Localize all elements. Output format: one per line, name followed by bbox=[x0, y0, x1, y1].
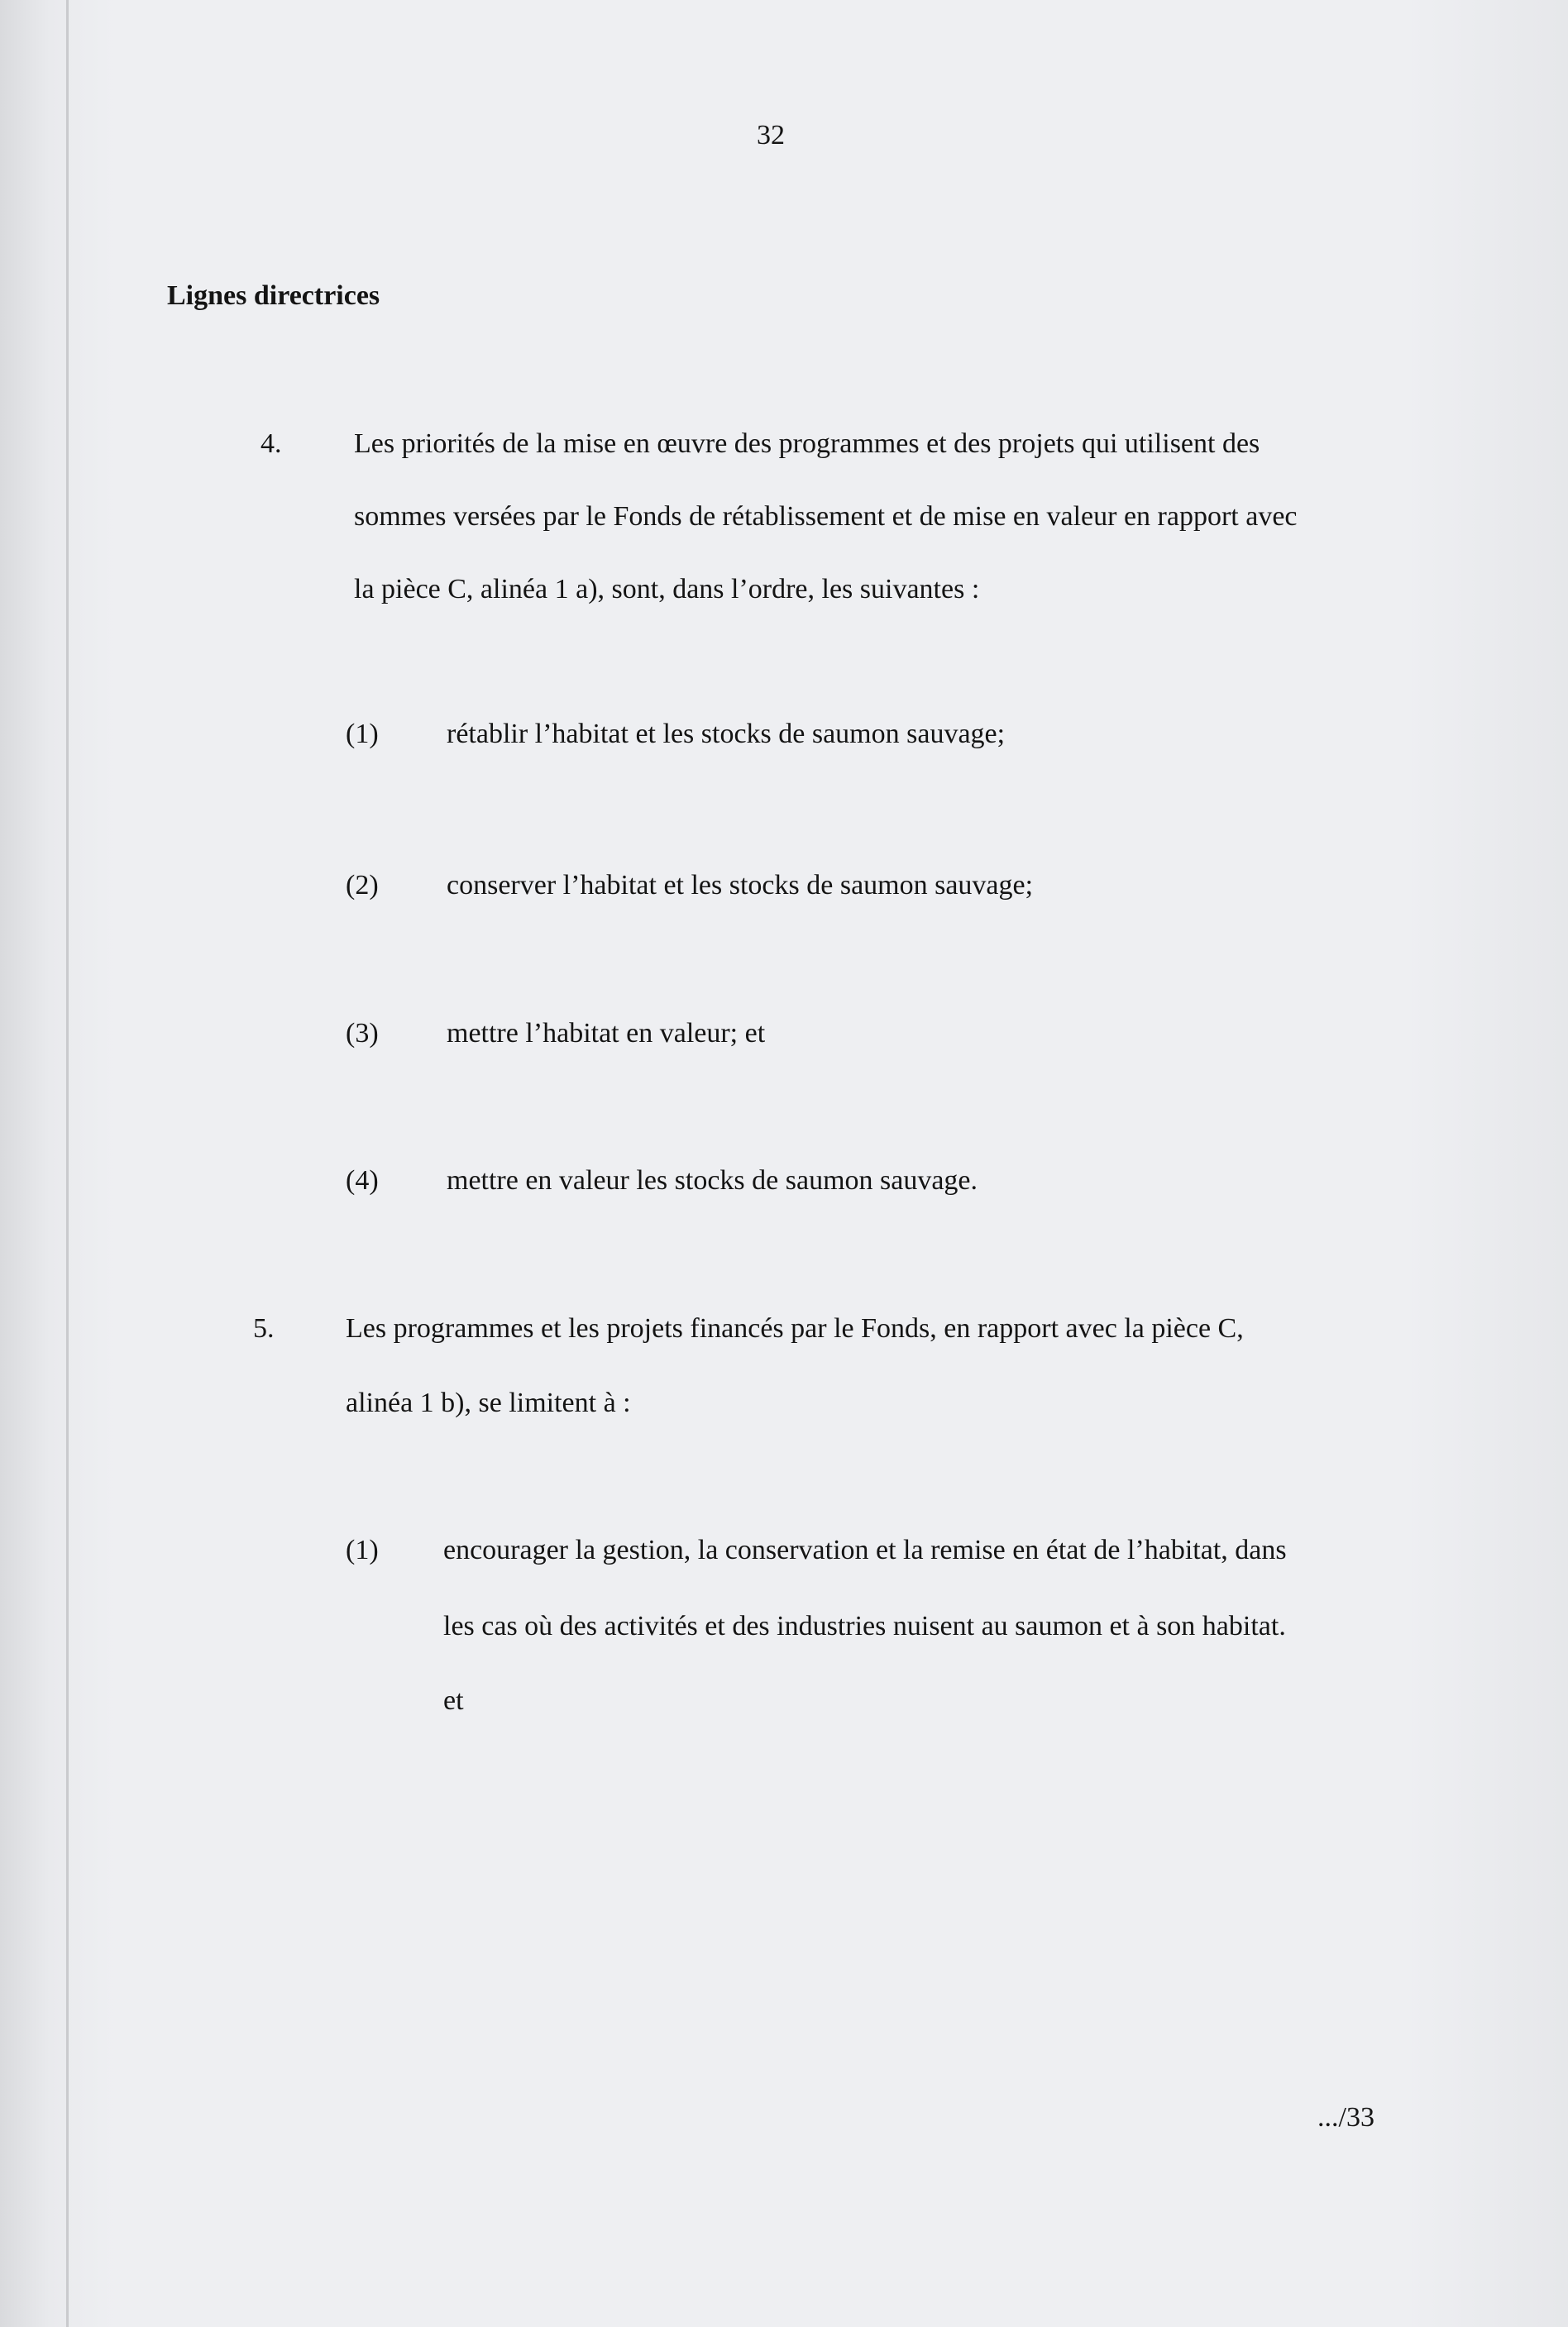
list-item-number: (3) bbox=[346, 1018, 379, 1049]
paragraph-number: 5. bbox=[253, 1313, 275, 1344]
list-item-text: les cas où des activités et des industries nuisent au saumon et à son habitat. bbox=[443, 1611, 1286, 1641]
list-item-number: (2) bbox=[346, 870, 379, 901]
list-item-number: (1) bbox=[346, 1535, 379, 1565]
list-item-text: rétablir l’habitat et les stocks de saumon sauvage; bbox=[447, 719, 1006, 749]
paragraph-line: Les programmes et les projets financés par le Fonds, en rapport avec la pièce C, bbox=[346, 1313, 1244, 1344]
list-item-number: (4) bbox=[346, 1165, 379, 1196]
section-heading: Lignes directrices bbox=[167, 280, 380, 311]
page-number: 32 bbox=[757, 120, 785, 151]
list-item-text: et bbox=[443, 1685, 464, 1716]
paragraph-line: alinéa 1 b), se limitent à : bbox=[346, 1388, 631, 1418]
paragraph-number: 4. bbox=[261, 428, 282, 459]
paragraph-line: Les priorités de la mise en œuvre des programmes et des projets qui utilisent des bbox=[354, 428, 1260, 459]
paragraph-line: la pièce C, alinéa 1 a), sont, dans l’ordre, les suivantes : bbox=[354, 574, 980, 604]
paragraph-line: sommes versées par le Fonds de rétablissement et de mise en valeur en rapport avec bbox=[354, 501, 1298, 532]
binding-edge bbox=[66, 0, 69, 2327]
list-item-number: (1) bbox=[346, 719, 379, 749]
list-item-text: encourager la gestion, la conservation et la remise en état de l’habitat, dans bbox=[443, 1535, 1287, 1565]
list-item-text: conserver l’habitat et les stocks de saumon sauvage; bbox=[447, 870, 1034, 901]
continuation-marker: .../33 bbox=[1317, 2102, 1374, 2133]
list-item-text: mettre en valeur les stocks de saumon sauvage. bbox=[447, 1165, 978, 1196]
list-item-text: mettre l’habitat en valeur; et bbox=[447, 1018, 766, 1049]
